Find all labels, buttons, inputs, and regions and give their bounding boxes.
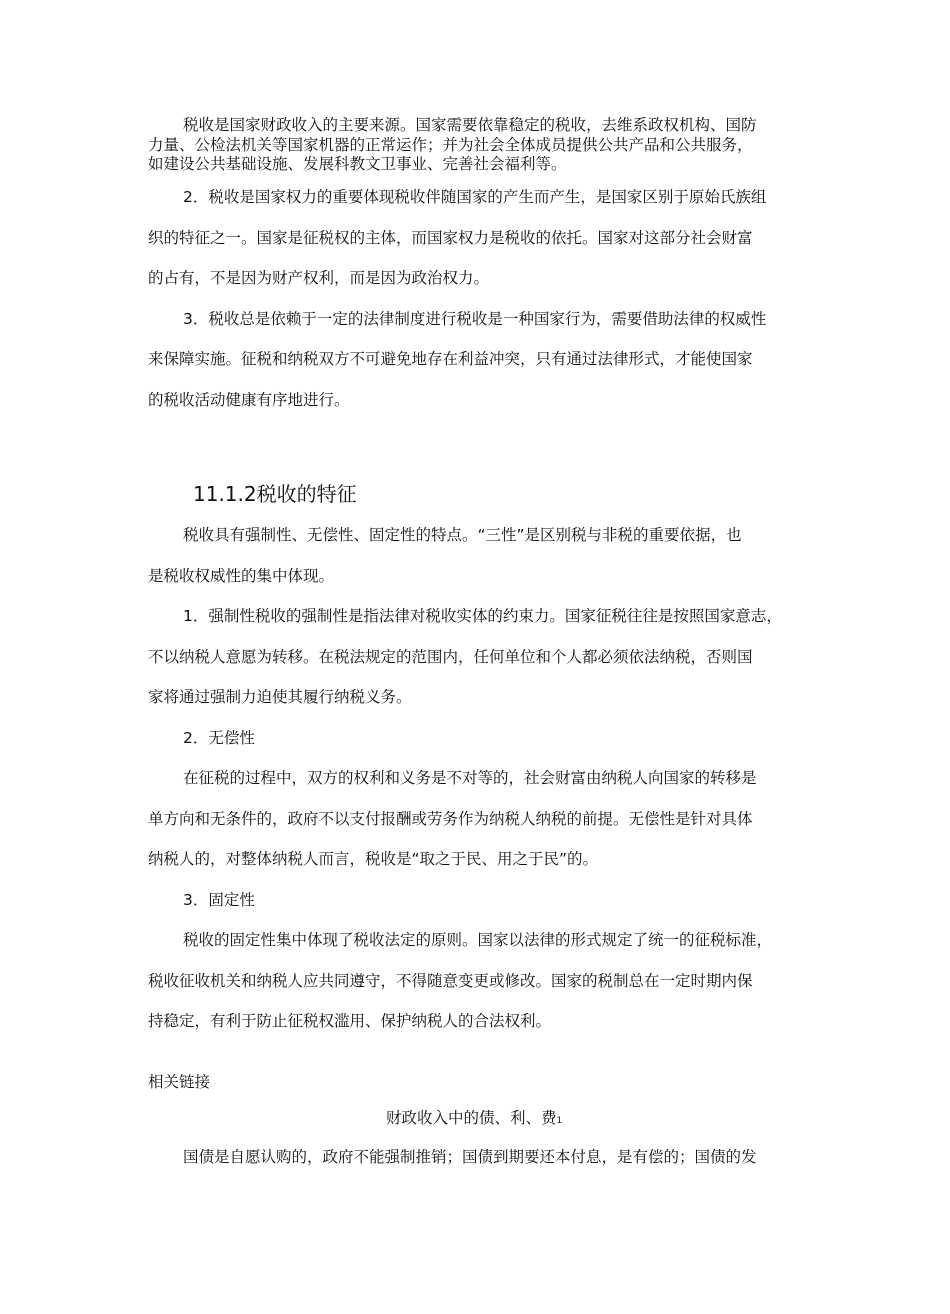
paragraph-line: 税收具有强制性、无偿性、固定性的特点。“三性”是区别税与非税的重要依据，也 [183, 526, 742, 544]
paragraph-line: 1．强制性税收的强制性是指法律对税收实体的约束力。国家征税往往是按照国家意志， [183, 607, 782, 625]
paragraph-line: 在征税的过程中，双方的权利和义务是不对等的，社会财富由纳税人向国家的转移是 [183, 769, 757, 787]
paragraph-line: 税收征收机关和纳税人应共同遵守，不得随意变更或修改。国家的税制总在一定时期内保 [148, 972, 753, 990]
box-title [386, 1109, 562, 1130]
paragraph-line: 织的特征之一。国家是征税权的主体，而国家权力是税收的依托。国家对这部分社会财富 [148, 229, 753, 247]
paragraph-line: 3．税收总是依赖于一定的法律制度进行税收是一种国家行为，需要借助法律的权威性 [183, 310, 767, 328]
paragraph-line: 家将通过强制力迫使其履行纳税义务。 [148, 688, 412, 706]
paragraph-line: 2．税收是国家权力的重要体现税收伴随国家的产生而产生，是国家区别于原始氏族组 [183, 188, 767, 206]
paragraph-line: 纳税人的，对整体纳税人而言，税收是“取之于民、用之于民”的。 [148, 850, 599, 868]
paragraph-line: 如建设公共基础设施、发展科教文卫事业、完善社会福利等。 [148, 155, 567, 173]
paragraph-line: 是税收权威性的集中体现。 [148, 567, 335, 585]
list-item-heading: 2．无偿性 [183, 729, 255, 747]
related-link-label: 相关链接 [148, 1073, 211, 1091]
paragraph-line: 来保障实施。征税和纳税双方不可避免地存在利益冲突，只有通过法律形式，才能使国家 [148, 350, 753, 368]
section-heading: 11.1.2税收的特征 [193, 482, 357, 506]
paragraph-line: 税收的固定性集中体现了税收法定的原则。国家以法律的形式规定了统一的征税标准， [183, 931, 773, 949]
paragraph-line: 的占有，不是因为财产权利，而是因为政治权力。 [148, 269, 490, 287]
paragraph-line: 国债是自愿认购的，政府不能强制推销；国债到期要还本付息，是有偿的；国债的发 [183, 1148, 757, 1166]
list-item-heading: 3．固定性 [183, 891, 255, 909]
box-title-text: 财政收入中的债、利、费 [386, 1109, 557, 1127]
paragraph-line: 的税收活动健康有序地进行。 [148, 391, 350, 409]
paragraph-line: 持稳定，有利于防止征税权滥用、保护纳税人的合法权利。 [148, 1012, 552, 1030]
paragraph-line: 单方向和无条件的，政府不以支付报酬或劳务作为纳税人纳税的前提。无偿性是针对具体 [148, 810, 753, 828]
paragraph-line: 不以纳税人意愿为转移。在税法规定的范围内，任何单位和个人都必须依法纳税，否则国 [148, 648, 753, 666]
paragraph-line: 税收是国家财政收入的主要来源。国家需要依靠稳定的税收，去维系政权机构、国防 [183, 116, 757, 134]
paragraph-line: 力量、公检法机关等国家机器的正常运作；并为社会全体成员提供公共产品和公共服务， [148, 136, 753, 154]
footnote-marker: 1 [556, 1116, 563, 1126]
